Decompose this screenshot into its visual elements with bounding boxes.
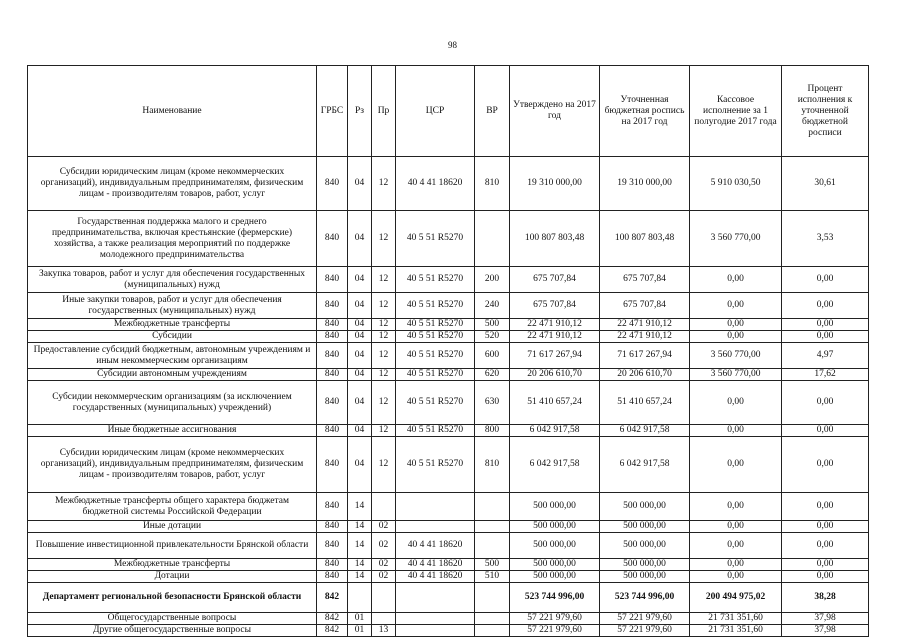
cell-csr: 40 4 41 18620 (396, 571, 475, 583)
table-row (28, 493, 869, 521)
cell-approved: 57 221 979,60 (510, 625, 600, 637)
table-row (28, 211, 869, 267)
cell-name: Предоставление субсидий бюджетным, автономным учреждениям и иным некоммерческим организациям (28, 343, 317, 369)
cell-name: Общегосударственные вопросы (28, 613, 317, 625)
cell-pr: 12 (372, 381, 396, 425)
cell-refined: 675 707,84 (600, 267, 690, 293)
budget-table (27, 65, 869, 637)
cell-rz: 14 (348, 493, 372, 521)
cell-refined: 523 744 996,00 (600, 583, 690, 613)
cell-refined: 500 000,00 (600, 533, 690, 559)
cell-csr: 40 5 51 R5270 (396, 437, 475, 493)
table-row (28, 437, 869, 493)
cell-name: Иные закупки товаров, работ и услуг для обеспечения государственных (муниципальных) нужд (28, 293, 317, 319)
cell-refined: 51 410 657,24 (600, 381, 690, 425)
cell-pr (372, 493, 396, 521)
cell-rz: 14 (348, 521, 372, 533)
cell-cash: 0,00 (690, 319, 782, 331)
table-row (28, 613, 869, 625)
cell-grbs: 840 (317, 293, 348, 319)
cell-name: Иные бюджетные ассигнования (28, 425, 317, 437)
cell-vr: 800 (475, 425, 510, 437)
cell-csr (396, 613, 475, 625)
cell-percent: 37,98 (782, 625, 869, 637)
table-row (28, 381, 869, 425)
cell-refined: 500 000,00 (600, 521, 690, 533)
cell-pr: 12 (372, 425, 396, 437)
cell-vr: 620 (475, 369, 510, 381)
cell-approved: 71 617 267,94 (510, 343, 600, 369)
cell-pr (372, 613, 396, 625)
cell-rz: 14 (348, 533, 372, 559)
table-row (28, 521, 869, 533)
cell-pr: 12 (372, 267, 396, 293)
cell-vr: 630 (475, 381, 510, 425)
cell-rz: 04 (348, 331, 372, 343)
cell-rz (348, 583, 372, 613)
cell-rz: 01 (348, 613, 372, 625)
cell-approved: 20 206 610,70 (510, 369, 600, 381)
cell-cash: 200 494 975,02 (690, 583, 782, 613)
cell-cash: 5 910 030,50 (690, 157, 782, 211)
cell-approved: 500 000,00 (510, 559, 600, 571)
cell-rz: 14 (348, 559, 372, 571)
cell-refined: 22 471 910,12 (600, 331, 690, 343)
cell-vr: 510 (475, 571, 510, 583)
table-row (28, 331, 869, 343)
cell-vr: 810 (475, 157, 510, 211)
table-row (28, 583, 869, 613)
cell-vr (475, 583, 510, 613)
cell-name: Другие общегосударственные вопросы (28, 625, 317, 637)
cell-cash: 0,00 (690, 533, 782, 559)
cell-cash: 0,00 (690, 521, 782, 533)
cell-percent: 0,00 (782, 425, 869, 437)
page-number: 98 (448, 40, 457, 50)
cell-refined: 22 471 910,12 (600, 319, 690, 331)
cell-percent: 30,61 (782, 157, 869, 211)
cell-grbs: 840 (317, 343, 348, 369)
header-pr: Пр (372, 66, 396, 157)
cell-refined: 71 617 267,94 (600, 343, 690, 369)
cell-pr: 12 (372, 211, 396, 267)
cell-pr: 12 (372, 343, 396, 369)
table-row (28, 533, 869, 559)
cell-name: Департамент региональной безопасности Брянской области (28, 583, 317, 613)
cell-refined: 20 206 610,70 (600, 369, 690, 381)
table-row (28, 267, 869, 293)
cell-vr: 500 (475, 559, 510, 571)
cell-grbs: 842 (317, 613, 348, 625)
cell-refined: 500 000,00 (600, 493, 690, 521)
table-row (28, 425, 869, 437)
cell-rz: 04 (348, 157, 372, 211)
cell-percent: 0,00 (782, 437, 869, 493)
cell-approved: 22 471 910,12 (510, 319, 600, 331)
cell-csr (396, 625, 475, 637)
cell-percent: 0,00 (782, 293, 869, 319)
cell-pr: 12 (372, 369, 396, 381)
cell-vr: 200 (475, 267, 510, 293)
cell-name: Межбюджетные трансферты (28, 319, 317, 331)
cell-rz: 01 (348, 625, 372, 637)
cell-name: Межбюджетные трансферты общего характера бюджетам бюджетной системы Российской Федерации (28, 493, 317, 521)
cell-name: Субсидии юридическим лицам (кроме некоммерческих организаций), индивидуальным предпринимателям, физическим лицам - производителям товаров, работ, услуг (28, 157, 317, 211)
cell-percent: 0,00 (782, 533, 869, 559)
cell-grbs: 840 (317, 369, 348, 381)
cell-approved: 500 000,00 (510, 533, 600, 559)
header-percent: Процент исполнения к уточненной бюджетной росписи (782, 66, 869, 157)
header-csr: ЦСР (396, 66, 475, 157)
header-rz: Рз (348, 66, 372, 157)
cell-grbs: 840 (317, 331, 348, 343)
cell-percent: 0,00 (782, 493, 869, 521)
cell-rz: 04 (348, 293, 372, 319)
header-grbs: ГРБС (317, 66, 348, 157)
cell-pr: 02 (372, 533, 396, 559)
cell-csr (396, 493, 475, 521)
table-row (28, 319, 869, 331)
cell-rz: 04 (348, 211, 372, 267)
cell-pr: 02 (372, 571, 396, 583)
cell-name: Государственная поддержка малого и среднего предпринимательства, включая крестьянские (фермерские) хозяйства, а также реализация мероприятий по поддержке молодежного предпринимательства (28, 211, 317, 267)
cell-approved: 675 707,84 (510, 267, 600, 293)
cell-csr: 40 5 51 R5270 (396, 331, 475, 343)
header-cash: Кассовое исполнение за 1 полугодие 2017 года (690, 66, 782, 157)
cell-approved: 19 310 000,00 (510, 157, 600, 211)
cell-rz: 04 (348, 343, 372, 369)
cell-grbs: 840 (317, 493, 348, 521)
cell-rz: 04 (348, 267, 372, 293)
cell-vr: 810 (475, 437, 510, 493)
cell-grbs: 840 (317, 437, 348, 493)
header-name: Наименование (28, 66, 317, 157)
cell-pr: 12 (372, 437, 396, 493)
cell-grbs: 840 (317, 559, 348, 571)
cell-grbs: 840 (317, 319, 348, 331)
cell-percent: 0,00 (782, 267, 869, 293)
cell-name: Субсидии (28, 331, 317, 343)
cell-approved: 523 744 996,00 (510, 583, 600, 613)
table-row (28, 369, 869, 381)
cell-vr (475, 613, 510, 625)
cell-vr (475, 625, 510, 637)
cell-vr: 600 (475, 343, 510, 369)
cell-percent: 0,00 (782, 521, 869, 533)
cell-approved: 100 807 803,48 (510, 211, 600, 267)
cell-rz: 04 (348, 319, 372, 331)
cell-csr: 40 5 51 R5270 (396, 293, 475, 319)
cell-refined: 6 042 917,58 (600, 425, 690, 437)
cell-name: Субсидии некоммерческим организациям (за исключением государственных (муниципальных) учреждений) (28, 381, 317, 425)
cell-name: Межбюджетные трансферты (28, 559, 317, 571)
cell-rz: 04 (348, 425, 372, 437)
cell-refined: 500 000,00 (600, 571, 690, 583)
cell-cash: 3 560 770,00 (690, 369, 782, 381)
cell-csr: 40 5 51 R5270 (396, 369, 475, 381)
cell-percent: 0,00 (782, 571, 869, 583)
cell-percent: 4,97 (782, 343, 869, 369)
cell-csr: 40 4 41 18620 (396, 559, 475, 571)
cell-cash: 0,00 (690, 493, 782, 521)
cell-name: Иные дотации (28, 521, 317, 533)
cell-percent: 0,00 (782, 559, 869, 571)
cell-refined: 6 042 917,58 (600, 437, 690, 493)
header-vr: ВР (475, 66, 510, 157)
header-refined: Уточненная бюджетная роспись на 2017 год (600, 66, 690, 157)
cell-cash: 3 560 770,00 (690, 343, 782, 369)
table-row (28, 571, 869, 583)
cell-approved: 500 000,00 (510, 571, 600, 583)
header-approved: Утверждено на 2017 год (510, 66, 600, 157)
cell-pr: 13 (372, 625, 396, 637)
cell-name: Закупка товаров, работ и услуг для обеспечения государственных (муниципальных) нужд (28, 267, 317, 293)
cell-rz: 04 (348, 437, 372, 493)
cell-grbs: 842 (317, 625, 348, 637)
cell-csr (396, 583, 475, 613)
cell-cash: 0,00 (690, 425, 782, 437)
cell-approved: 6 042 917,58 (510, 437, 600, 493)
cell-pr: 02 (372, 559, 396, 571)
cell-cash: 0,00 (690, 437, 782, 493)
cell-pr (372, 583, 396, 613)
cell-percent: 37,98 (782, 613, 869, 625)
cell-vr (475, 533, 510, 559)
cell-cash: 0,00 (690, 381, 782, 425)
cell-percent: 0,00 (782, 319, 869, 331)
cell-rz: 04 (348, 381, 372, 425)
cell-grbs: 840 (317, 571, 348, 583)
cell-percent: 3,53 (782, 211, 869, 267)
cell-approved: 500 000,00 (510, 521, 600, 533)
cell-approved: 51 410 657,24 (510, 381, 600, 425)
cell-rz: 04 (348, 369, 372, 381)
cell-grbs: 840 (317, 425, 348, 437)
cell-csr: 40 4 41 18620 (396, 533, 475, 559)
cell-approved: 57 221 979,60 (510, 613, 600, 625)
table-row (28, 343, 869, 369)
cell-refined: 19 310 000,00 (600, 157, 690, 211)
cell-refined: 675 707,84 (600, 293, 690, 319)
cell-name: Дотации (28, 571, 317, 583)
cell-csr: 40 4 41 18620 (396, 157, 475, 211)
table-row (28, 625, 869, 637)
cell-approved: 6 042 917,58 (510, 425, 600, 437)
cell-refined: 500 000,00 (600, 559, 690, 571)
cell-name: Повышение инвестиционной привлекательности Брянской области (28, 533, 317, 559)
cell-approved: 675 707,84 (510, 293, 600, 319)
cell-cash: 0,00 (690, 293, 782, 319)
header-row (28, 66, 869, 157)
cell-pr: 12 (372, 331, 396, 343)
cell-rz: 14 (348, 571, 372, 583)
cell-vr (475, 521, 510, 533)
cell-csr: 40 5 51 R5270 (396, 425, 475, 437)
cell-cash: 0,00 (690, 571, 782, 583)
cell-vr: 500 (475, 319, 510, 331)
cell-refined: 57 221 979,60 (600, 613, 690, 625)
cell-grbs: 840 (317, 533, 348, 559)
cell-vr: 240 (475, 293, 510, 319)
cell-pr: 02 (372, 521, 396, 533)
cell-cash: 0,00 (690, 267, 782, 293)
cell-cash: 0,00 (690, 331, 782, 343)
cell-grbs: 840 (317, 211, 348, 267)
cell-cash: 0,00 (690, 559, 782, 571)
cell-csr: 40 5 51 R5270 (396, 211, 475, 267)
cell-approved: 22 471 910,12 (510, 331, 600, 343)
cell-cash: 21 731 351,60 (690, 625, 782, 637)
cell-csr: 40 5 51 R5270 (396, 381, 475, 425)
cell-csr: 40 5 51 R5270 (396, 267, 475, 293)
cell-refined: 100 807 803,48 (600, 211, 690, 267)
cell-refined: 57 221 979,60 (600, 625, 690, 637)
table-row (28, 559, 869, 571)
cell-grbs: 840 (317, 157, 348, 211)
cell-pr: 12 (372, 157, 396, 211)
cell-name: Субсидии юридическим лицам (кроме некоммерческих организаций), индивидуальным предпринимателям, физическим лицам - производителям товаров, работ, услуг (28, 437, 317, 493)
cell-approved: 500 000,00 (510, 493, 600, 521)
table-row (28, 157, 869, 211)
cell-grbs: 840 (317, 267, 348, 293)
cell-grbs: 840 (317, 521, 348, 533)
cell-csr: 40 5 51 R5270 (396, 319, 475, 331)
cell-vr (475, 493, 510, 521)
cell-grbs: 840 (317, 381, 348, 425)
cell-grbs: 842 (317, 583, 348, 613)
cell-csr: 40 5 51 R5270 (396, 343, 475, 369)
table-row (28, 293, 869, 319)
cell-vr: 520 (475, 331, 510, 343)
cell-vr (475, 211, 510, 267)
cell-cash: 3 560 770,00 (690, 211, 782, 267)
cell-percent: 38,28 (782, 583, 869, 613)
cell-cash: 21 731 351,60 (690, 613, 782, 625)
cell-csr (396, 521, 475, 533)
cell-pr: 12 (372, 293, 396, 319)
cell-percent: 0,00 (782, 381, 869, 425)
cell-pr: 12 (372, 319, 396, 331)
cell-percent: 17,62 (782, 369, 869, 381)
cell-name: Субсидии автономным учреждениям (28, 369, 317, 381)
cell-percent: 0,00 (782, 331, 869, 343)
